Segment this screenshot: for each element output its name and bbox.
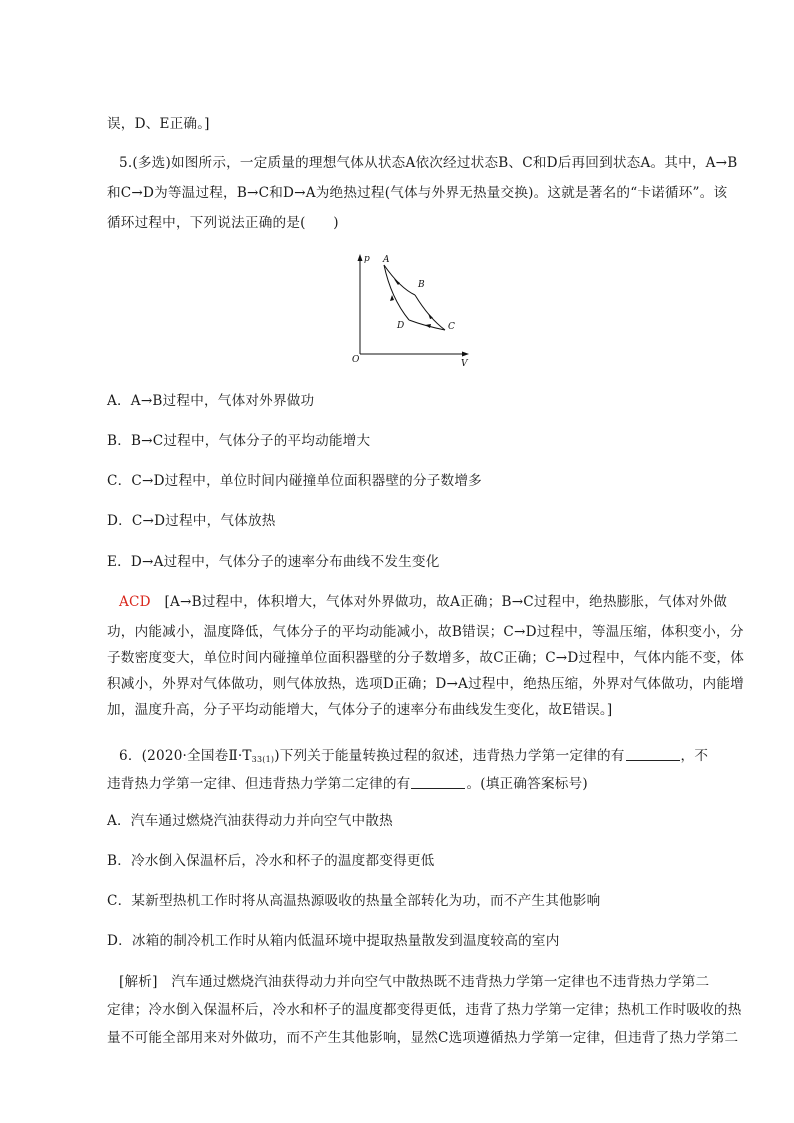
q6-explanation-line2: 定律；冷水倒入保温杯后，冷水和杯子的温度都变得更低，违背了热力学第一定律；热机工作时吸收的热: [107, 1002, 742, 1018]
v-axis-arrow: [462, 352, 469, 357]
arrow-da: [390, 295, 394, 301]
arrow-ab: [394, 279, 400, 285]
point-b-label: B: [418, 280, 425, 290]
curve-da: [384, 265, 409, 320]
q5-option-b: B．B→C过程中，气体分子的平均动能增大: [107, 433, 371, 449]
q5-stem-line2: 和C→D为等温过程，B→C和D→A为绝热过程(气体与外界无热量交换)。这就是著名的“卡诺循环”。该: [107, 185, 728, 201]
q6-option-c: C．某新型热机工作时将从高温热源吸收的热量全部转化为功，而不产生其他影响: [107, 893, 601, 909]
point-d-label: D: [397, 321, 405, 331]
arrow-bc: [428, 313, 433, 319]
q5-explanation-line5: 加，温度升高，分子平均动能增大，气体分子的速率分布曲线发生变化，故E错误。]: [107, 702, 613, 718]
q5-answer: ACD: [119, 594, 151, 610]
q6-explanation-line3: 量不可能全部用来对外做功，而不产生其他影响，显然C选项遵循热力学第一定律，但违背了热力学第二: [107, 1030, 739, 1046]
q5-explanation-line4: 积减小，外界对气体做功，则气体放热，选项D正确；D→A过程中，绝热压缩，外界对气体做功，内能增: [107, 676, 744, 692]
q6-line1-sub: 33(1): [251, 755, 275, 764]
curve-ab: [384, 265, 415, 295]
q6-line1-post: ，不: [680, 748, 709, 764]
q5-option-c: C．C→D过程中，单位时间内碰撞单位面积器壁的分子数增多: [107, 473, 482, 489]
q5-explanation-line3: 子数密度变大，单位时间内碰撞单位面积器壁的分子数增多，故C正确；C→D过程中，气体内能不变，体: [107, 650, 745, 666]
q5-explanation-text1: [A→B过程中，体积增大，气体对外界做功，故A正确；B→C过程中，绝热膨胀，气体对外做: [164, 594, 727, 610]
q5-explanation-line2: 功，内能减小，温度降低，气体分子的平均动能减小，故B错误；C→D过程中，等温压缩，体积变小，分: [107, 624, 744, 640]
q5-explanation-line1: [119, 592, 727, 612]
answer-blank-2[interactable]: [411, 776, 465, 789]
q6-option-b: B．冷水倒入保温杯后，冷水和杯子的温度都变得更低: [107, 853, 435, 869]
q6-line1-pre: 6．(2020·全国卷Ⅱ·T: [119, 748, 252, 764]
p-axis-arrow: [358, 254, 363, 261]
top-line: 误，D、E正确。]: [107, 116, 210, 132]
q6-stem-line1: [119, 746, 708, 770]
axis-v-label: V: [461, 359, 468, 369]
q6-line2-pre: 违背热力学第一定律、但违背热力学第二定律的有: [107, 776, 411, 792]
q5-stem-line3: 循环过程中，下列说法正确的是( ): [107, 215, 339, 231]
q6-stem-line2: [107, 774, 588, 794]
answer-blank-1[interactable]: [626, 748, 680, 761]
q6-line2-post: 。(填正确答案标号): [466, 776, 588, 792]
point-a-label: A: [383, 255, 390, 265]
q6-option-a: A．汽车通过燃烧汽油获得动力并向空气中散热: [107, 813, 393, 829]
point-c-label: C: [448, 322, 455, 332]
carnot-cycle-figure: [345, 250, 475, 370]
q5-stem-line1: 5.(多选)如图所示，一定质量的理想气体从状态A依次经过状态B、C和D后再回到状态A。其中，A→B: [119, 155, 738, 171]
q6-option-d: D．冰箱的制冷机工作时从箱内低温环境中提取热量散发到温度较高的室内: [107, 933, 560, 949]
q5-option-a: A．A→B过程中，气体对外界做功: [107, 393, 315, 409]
q5-option-e: E．D→A过程中，气体分子的速率分布曲线不发生变化: [107, 554, 440, 570]
axis-p-label: p: [364, 254, 370, 264]
origin-label: O: [352, 355, 360, 365]
q6-explanation-line1: [解析] 汽车通过燃烧汽油获得动力并向空气中散热既不违背热力学第一定律也不违背热力学第二: [119, 974, 710, 990]
arrow-cd: [425, 324, 431, 328]
q6-line1-mid: )下列关于能量转换过程的叙述，违背热力学第一定律的有: [274, 748, 625, 764]
q5-option-d: D．C→D过程中，气体放热: [107, 513, 276, 529]
